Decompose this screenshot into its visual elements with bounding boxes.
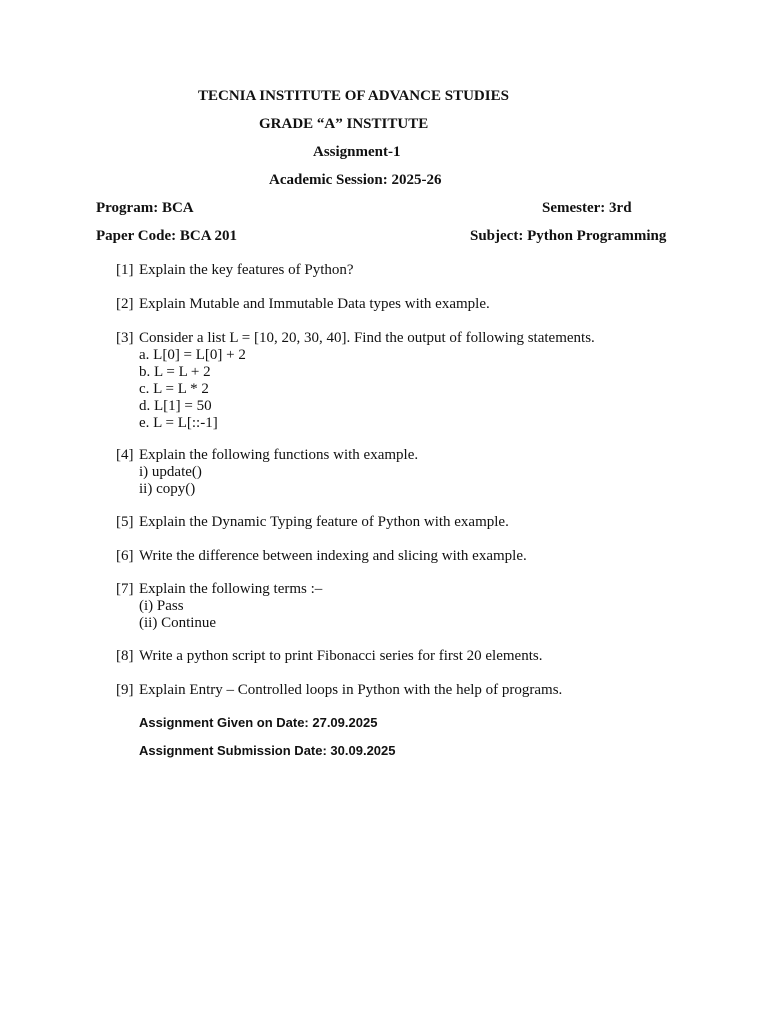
institute-name: TECNIA INSTITUTE OF ADVANCE STUDIES xyxy=(198,88,509,104)
question-text: Explain the following functions with example. xyxy=(139,447,419,463)
sub-question: a. L[0] = L[0] + 2 xyxy=(139,347,246,363)
sub-question: i) update() xyxy=(139,464,202,480)
question-text: Explain the key features of Python? xyxy=(139,262,354,278)
sub-question: ii) copy() xyxy=(139,481,196,497)
question-number: [1] xyxy=(116,262,134,278)
question-number: [2] xyxy=(116,296,134,312)
question-number: [8] xyxy=(116,648,134,664)
assignment-submission-date: Assignment Submission Date: 30.09.2025 xyxy=(139,743,396,758)
question-text: Explain Entry – Controlled loops in Python with the help of programs. xyxy=(139,682,563,698)
sub-question: (i) Pass xyxy=(139,598,184,614)
academic-session: Academic Session: 2025-26 xyxy=(269,172,442,188)
question-number: [5] xyxy=(116,514,134,530)
assignment-title: Assignment-1 xyxy=(313,144,401,160)
paper-code-label: Paper Code: BCA 201 xyxy=(96,228,237,244)
semester-label: Semester: 3rd xyxy=(542,200,632,216)
question-item xyxy=(116,296,490,313)
question-item xyxy=(116,648,542,665)
question-text: Consider a list L = [10, 20, 30, 40]. Find the output of following statements. xyxy=(139,330,595,346)
grade-title: GRADE “A” INSTITUTE xyxy=(259,116,429,132)
sub-question: e. L = L[::-1] xyxy=(139,415,218,431)
question-number: [3] xyxy=(116,330,134,346)
question-number: [9] xyxy=(116,682,134,698)
question-text: Explain the following terms :– xyxy=(139,581,323,597)
question-text: Explain the Dynamic Typing feature of Python with example. xyxy=(139,514,509,530)
question-number: [6] xyxy=(116,548,134,564)
assignment-given-date: Assignment Given on Date: 27.09.2025 xyxy=(139,715,378,730)
question-item xyxy=(116,330,595,432)
question-item xyxy=(116,548,527,565)
question-item xyxy=(116,514,509,531)
subject-label: Subject: Python Programming xyxy=(470,228,667,244)
sub-question: (ii) Continue xyxy=(139,615,217,631)
sub-question: d. L[1] = 50 xyxy=(139,398,212,414)
question-text: Write a python script to print Fibonacci series for first 20 elements. xyxy=(139,648,543,664)
question-item xyxy=(116,682,562,699)
question-text: Write the difference between indexing and slicing with example. xyxy=(139,548,527,564)
question-item xyxy=(116,262,354,279)
program-label: Program: BCA xyxy=(96,200,194,216)
sub-question: b. L = L + 2 xyxy=(139,364,211,380)
question-text: Explain Mutable and Immutable Data types with example. xyxy=(139,296,490,312)
sub-question: c. L = L * 2 xyxy=(139,381,209,397)
question-number: [4] xyxy=(116,447,134,463)
question-item xyxy=(116,581,322,632)
question-number: [7] xyxy=(116,581,134,597)
question-item xyxy=(116,447,418,498)
